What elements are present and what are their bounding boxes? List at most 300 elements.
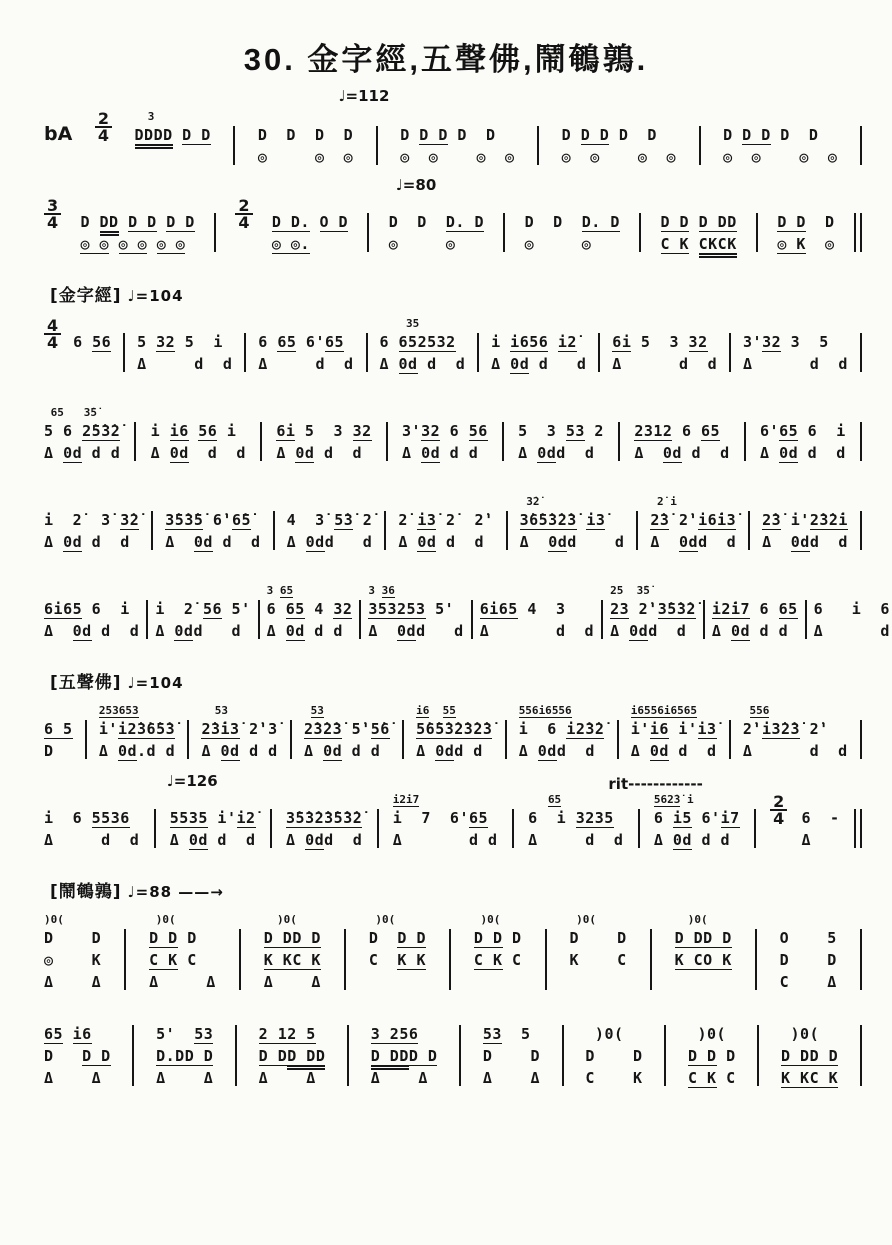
voice-row: Δ 0d.d d xyxy=(98,742,176,760)
ornament-row xyxy=(528,792,623,807)
voice-row: Δ 0d d d xyxy=(169,831,256,849)
section-header xyxy=(50,281,862,306)
measure xyxy=(170,792,256,851)
ornament-row xyxy=(480,583,594,598)
ornament-row: )0( xyxy=(149,913,176,926)
beam-group: 5̇3̇ xyxy=(435,720,455,738)
voice-row: i 6 5536 xyxy=(44,809,130,827)
voice-row: Δ Δ xyxy=(258,1069,316,1087)
music-system xyxy=(44,1023,862,1089)
voice-row: Δ Δ xyxy=(44,1069,102,1087)
ornament-row: 3 xyxy=(134,110,155,123)
music-system xyxy=(44,494,862,553)
voice-row: 2̇3̇ i'2̇3̇2̇i xyxy=(762,511,848,529)
barline xyxy=(376,126,378,165)
beam-group: D D xyxy=(473,929,503,947)
barline xyxy=(239,929,241,990)
beam-group: 0d xyxy=(295,444,315,462)
measures-row xyxy=(44,405,862,464)
voice-row: Δ 0d d d xyxy=(653,831,731,849)
ornament-row: 562̇3̇ i xyxy=(653,793,694,806)
beam-group: 23 xyxy=(610,600,630,618)
voice-row: Δ 0d d d xyxy=(760,444,846,462)
beam-group: i6̇ xyxy=(698,511,718,529)
beam-group: D D xyxy=(419,126,448,144)
beam-group: ◎ K xyxy=(777,235,806,253)
ornament-row: )0( xyxy=(569,913,596,926)
ornament-row xyxy=(73,316,111,331)
voice-row: D D D. D xyxy=(524,213,620,231)
measure xyxy=(491,316,586,375)
measure xyxy=(201,703,277,762)
beam-group: D D xyxy=(777,213,806,231)
double-beam-group: D DD xyxy=(287,1047,325,1070)
ornament-row xyxy=(400,109,514,124)
music-system xyxy=(44,405,862,464)
beam-group: 3̇6̇ xyxy=(519,511,539,529)
voice-row: D D D D xyxy=(257,126,354,144)
beam-group: 0d xyxy=(548,533,568,551)
beam-group: 65 xyxy=(469,809,489,827)
tempo-mark: ♩=104 xyxy=(127,287,184,305)
voice-row: Δ 0dd d xyxy=(416,742,483,760)
voice-row: Δ 0d d d xyxy=(402,444,479,462)
section-header xyxy=(50,668,862,693)
barline xyxy=(562,1025,564,1086)
beam-group: 556 xyxy=(644,704,664,717)
beam-group: 0d xyxy=(649,742,669,760)
measure xyxy=(151,405,246,464)
measure xyxy=(480,583,594,642)
measure xyxy=(44,494,139,553)
beam-group: 2 5 xyxy=(287,1025,316,1043)
ornament-row: 3̇2̇ xyxy=(519,495,540,508)
ornament-row xyxy=(44,703,73,718)
voice-row: i'i2̇3̇6̇5̇3̇ xyxy=(98,720,176,738)
beam-group: 2̇5̇ xyxy=(82,422,102,440)
beam-group: ◎ ◎. xyxy=(271,235,310,253)
beam-group: 0d xyxy=(63,533,83,551)
voice-row xyxy=(264,927,321,949)
beam-group: 65 xyxy=(44,1025,64,1043)
voice-row: Δ Δ xyxy=(156,1069,214,1087)
beam-group: 0d xyxy=(305,831,325,849)
ornament-row: )0( xyxy=(674,913,708,926)
ornament-row xyxy=(398,494,493,509)
voice-row: 6 65 6'65 xyxy=(258,333,345,351)
measure xyxy=(258,109,353,168)
beam-group: 0d xyxy=(174,622,194,640)
beam-group: 5̇3̇ xyxy=(156,720,176,738)
beam-group: 3̇5̇ xyxy=(184,511,204,529)
beam-group: D D xyxy=(182,126,211,144)
beam-group: 0d xyxy=(662,444,682,462)
beam-group: D D xyxy=(408,1047,438,1065)
voice-row: Δ 0dd d xyxy=(286,831,363,849)
measures-row xyxy=(44,912,862,993)
tempo-annotation: ♩=126 xyxy=(166,772,218,790)
voice-row: D DD D D D D xyxy=(80,211,194,233)
voice-row: D D xyxy=(585,1047,643,1065)
measure xyxy=(398,494,493,553)
measure xyxy=(165,494,260,553)
beam-group: 2̇3̇ xyxy=(667,793,681,806)
beam-group: 0d xyxy=(397,622,417,640)
beam-group: 0d xyxy=(63,444,83,462)
final-barline xyxy=(854,213,862,252)
measure xyxy=(723,109,837,168)
double-beam-group: D DD xyxy=(371,1047,409,1070)
voice-row: 2312 6 65 xyxy=(634,422,721,440)
voice-row: Δ 0d d d xyxy=(276,444,363,462)
voice-row: Δ 0dd d xyxy=(155,622,242,640)
beam-group: 0d xyxy=(285,622,305,640)
ornament-row xyxy=(743,316,848,331)
beam-group: 55 xyxy=(169,809,189,827)
beam-group: 0d xyxy=(779,444,799,462)
beam-group: 2̇3̇ xyxy=(323,720,343,738)
barline xyxy=(366,333,368,372)
beam-group: O K xyxy=(703,951,732,969)
ornament-row xyxy=(631,703,717,718)
ornament-row xyxy=(44,583,139,598)
voice-row xyxy=(675,949,732,971)
measure xyxy=(44,1023,111,1089)
voice-row: Δ 0d d d xyxy=(44,444,121,462)
beam-group: D. D xyxy=(445,213,484,231)
barline xyxy=(290,720,292,759)
time-sig-numerator: 2 xyxy=(95,111,112,128)
barline xyxy=(347,1025,349,1086)
music-system xyxy=(44,772,862,851)
voice-row: 3̇5̇3̇5̇ 6̇'6̇5̇ xyxy=(165,511,252,529)
voice-row: i i6 56 i xyxy=(150,422,237,440)
beam-group: 0d xyxy=(305,533,325,551)
beam-group: 0d xyxy=(421,444,441,462)
double-beam-group: CKCK xyxy=(699,235,737,258)
voice-row: )0( xyxy=(781,1025,820,1043)
voice-row: 2̇3̇2̇3̇ 5̇'5̇6̇ xyxy=(304,720,390,738)
voice-row: C K C xyxy=(687,1069,736,1087)
ornament-row: 3 36 xyxy=(368,584,395,597)
time-sig-denominator: 4 xyxy=(773,809,785,828)
beam-group: 5̇3̇ xyxy=(334,511,354,529)
beam-group: 53 xyxy=(565,422,585,440)
beam-group: O D xyxy=(319,213,349,231)
ornament-row xyxy=(99,703,175,718)
ornament-row xyxy=(743,703,848,718)
barline xyxy=(187,720,189,759)
beam-group: C K xyxy=(660,235,690,253)
voice-row: Δ 0dd d xyxy=(368,622,464,640)
beam-group: 0d xyxy=(537,444,557,462)
beam-group: K K xyxy=(263,951,293,969)
beam-group: 56 xyxy=(529,333,549,351)
beam-group: 3̇5̇ xyxy=(165,511,185,529)
ornament-row: )0( xyxy=(473,913,501,926)
beam-group: 3̇2̇ xyxy=(585,720,605,738)
voice-row: 3'32 3 5 xyxy=(743,333,829,351)
beam-group: i6 xyxy=(169,422,189,440)
barline xyxy=(270,809,272,848)
barline xyxy=(134,422,136,461)
voice-row xyxy=(272,211,348,233)
beam-group: 6i xyxy=(612,333,632,351)
beam-group: 32 xyxy=(762,333,782,351)
barline xyxy=(233,126,235,165)
beam-group: 0d xyxy=(510,355,530,373)
voice-row: )0( xyxy=(585,1025,624,1043)
key-signature: bA xyxy=(44,123,73,145)
beam-group: i6 xyxy=(72,1025,92,1043)
final-barline xyxy=(854,809,862,848)
beam-group: i2̇ xyxy=(117,720,138,738)
voice-row: K C xyxy=(569,951,627,969)
voice-row xyxy=(661,233,737,255)
measure xyxy=(525,211,620,255)
ornament-row: )0( xyxy=(44,913,64,926)
beam-group: 3̇2̇ xyxy=(343,809,363,827)
ornament-row: 2̇ i xyxy=(650,495,677,508)
voice-row: D D D xyxy=(473,929,522,947)
music-system xyxy=(44,583,890,642)
beam-group: 53 xyxy=(125,704,139,717)
barline xyxy=(618,422,620,461)
beam-group: i7 xyxy=(720,809,740,827)
beam-group: D D xyxy=(128,213,157,231)
voice-row: 5 3 53 2 xyxy=(518,422,604,440)
voice-row: 2̇3̇i3̇ 2̇'3̇ xyxy=(201,720,278,738)
beam-group: 3 2 xyxy=(370,1025,400,1043)
voice-row: D D D D D xyxy=(400,126,496,144)
barline xyxy=(729,720,731,759)
final-barline xyxy=(860,333,862,372)
beam-group: 2̇3̇ xyxy=(473,720,493,738)
beam-group: 55 xyxy=(442,704,456,717)
time-sig-denominator: 4 xyxy=(47,213,59,232)
voice-row: Δ 0d d d xyxy=(44,622,140,640)
beam-group: C K xyxy=(292,951,321,969)
time-sig-denominator: 4 xyxy=(238,213,250,232)
final-barline xyxy=(860,929,862,990)
measure xyxy=(287,494,373,553)
sheet-music xyxy=(44,87,890,1089)
voice-row: 5 32 5 i xyxy=(137,333,223,351)
barline xyxy=(754,809,756,848)
voice-row: i'i6 i'i3̇ xyxy=(630,720,717,738)
measure xyxy=(610,583,696,642)
beam-group: i5 xyxy=(672,809,692,827)
measures-row xyxy=(44,703,862,762)
beam-group: 32 xyxy=(352,422,372,440)
measure xyxy=(369,912,426,993)
beam-group: 65 xyxy=(63,600,83,618)
voice-row: D D D xyxy=(368,929,426,947)
measures-row xyxy=(44,792,862,851)
barline xyxy=(703,600,705,639)
barline xyxy=(805,600,807,639)
section-label: [鬧鵪鶉] xyxy=(50,882,122,902)
beam-group: 3̇2̇ xyxy=(305,809,325,827)
barline xyxy=(386,422,388,461)
time-sig-numerator: 2 xyxy=(770,794,787,811)
beam-group: 55 xyxy=(91,809,111,827)
measure xyxy=(743,316,848,375)
beam-group: 3̇2̇ xyxy=(120,511,140,529)
voice-row: Δ Δ xyxy=(482,1069,541,1087)
voice-row: 6 652532 xyxy=(379,333,456,351)
beam-group: 53 xyxy=(310,704,324,717)
measures-row xyxy=(44,198,862,255)
barline xyxy=(537,126,539,165)
voice-row: i 2̇ 56 5' xyxy=(155,600,251,618)
ornament-row xyxy=(518,405,604,420)
beam-group: 2̇3̇ xyxy=(781,720,801,738)
voice-row: Δ 0d d d xyxy=(398,533,485,551)
beam-group: 0d xyxy=(220,742,240,760)
voice-row: i2̇i7 6 65 xyxy=(711,600,798,618)
beam-group: 25 xyxy=(417,333,437,351)
voice-row: D D D D D xyxy=(561,126,657,144)
voice-row xyxy=(264,949,321,971)
beam-group: 6 5 xyxy=(44,720,73,738)
beam-group: 0d xyxy=(117,742,138,760)
measures-row xyxy=(44,583,890,642)
voice-row: D D D xyxy=(687,1047,736,1065)
ornament-row xyxy=(165,494,260,509)
beam-group: ◎ ◎ xyxy=(118,235,148,253)
beam-group: D D xyxy=(580,126,610,144)
barline xyxy=(744,422,746,461)
beam-group: D D xyxy=(781,1047,810,1065)
barline xyxy=(244,333,246,372)
beam-group: i6 xyxy=(663,704,678,717)
music-system xyxy=(44,176,862,255)
voice-row: i i656 i2̇ xyxy=(491,333,577,351)
beam-group: i3̇ xyxy=(761,720,781,738)
final-barline xyxy=(860,422,862,461)
voice-row: C K K xyxy=(368,951,426,969)
barline xyxy=(601,600,603,639)
beam-group: D D xyxy=(82,1047,111,1065)
measure xyxy=(661,211,737,255)
measure xyxy=(762,494,848,553)
measure xyxy=(267,583,353,642)
voice-row: ◎ K xyxy=(44,951,102,969)
beam-group: i3̇ xyxy=(717,511,737,529)
voice-row: i 7 6'65 xyxy=(392,809,489,827)
voice-row xyxy=(44,1023,111,1045)
barline xyxy=(755,929,757,990)
voice-row xyxy=(272,233,348,255)
beam-group: 53 xyxy=(482,1025,502,1043)
beam-group: 2̇3̇ xyxy=(201,720,221,738)
voice-row: Δ 0d d d xyxy=(634,444,730,462)
voice-row xyxy=(474,971,522,993)
beam-group: 65 xyxy=(285,600,305,618)
voice-row: Δ Δ xyxy=(263,973,321,991)
voice-row: 6i 5 3 32 xyxy=(612,333,708,351)
beam-group: 56 xyxy=(202,600,223,618)
voice-row: D D D D D xyxy=(723,126,819,144)
voice-row: Δ 0dd d xyxy=(650,533,737,551)
beam-group: D D xyxy=(149,929,178,947)
beam-group: 3̇2̇ xyxy=(101,422,121,440)
ornament-row xyxy=(170,792,256,807)
beam-group: 2̇3̇ xyxy=(762,511,782,529)
beam-group: ◎ ◎ xyxy=(80,235,110,253)
measure xyxy=(519,703,605,762)
beam-group: 2536 xyxy=(98,704,126,717)
final-barline xyxy=(860,1025,862,1086)
ornament-row xyxy=(416,703,492,718)
barline xyxy=(151,511,153,550)
beam-group: C K xyxy=(809,1069,839,1087)
ornament-row xyxy=(276,405,371,420)
beam-group: 65 xyxy=(277,333,297,351)
beam-group: 32 xyxy=(421,422,441,440)
ornament-row xyxy=(801,792,839,807)
ornament-row xyxy=(762,494,848,509)
voice-row: Δ 0d d d xyxy=(711,622,789,640)
barline xyxy=(258,600,260,639)
beam-group: i2̇ xyxy=(711,600,731,618)
measure xyxy=(135,109,211,168)
beam-group: i3̇ xyxy=(417,511,437,529)
voice-row: 5 6 2̇5̇3̇2̇ xyxy=(44,422,121,440)
beam-group: C K xyxy=(149,951,178,969)
ornament-row xyxy=(562,109,676,124)
voice-row: C K C xyxy=(149,951,197,969)
beam-group: i2̇ xyxy=(557,333,577,351)
voice-row: Δ Δ xyxy=(370,1069,428,1087)
beam-group: 65 xyxy=(324,333,345,351)
measure xyxy=(379,316,465,375)
beam-group: 56 xyxy=(399,1025,419,1043)
beam-group: D D xyxy=(166,213,195,231)
ornament-row: 3 65 xyxy=(266,584,294,597)
beam-group: 0d xyxy=(323,742,343,760)
beam-group: 3̇2̇ xyxy=(676,600,696,618)
voice-row xyxy=(44,718,73,740)
voice-row: Δ 0d d d xyxy=(44,533,130,551)
barline xyxy=(502,422,504,461)
ornament-row xyxy=(814,583,890,598)
beam-group: 32 xyxy=(688,333,708,351)
voice-row xyxy=(661,211,737,233)
tempo-mark: ♩=104 xyxy=(127,674,184,692)
measure xyxy=(780,912,837,993)
beam-group: 3̇6̇ xyxy=(137,720,157,738)
ornament-row xyxy=(402,405,488,420)
voice-row: Δ d d xyxy=(612,355,718,373)
beam-group: D D xyxy=(263,929,293,947)
barline xyxy=(146,600,148,639)
voice-row: i 6 i2̇3̇2̇ xyxy=(518,720,605,738)
voice-row: ◎ ◎ ◎ xyxy=(257,148,354,166)
voice-row: Δ 0dd d xyxy=(519,533,625,551)
beam-group: i6 xyxy=(538,704,552,717)
time-sig-numerator: 2 xyxy=(235,198,252,215)
beam-group: 32 xyxy=(575,809,595,827)
beam-group: 6i xyxy=(276,422,296,440)
beam-group: i6 xyxy=(630,704,645,717)
beam-group: D DD xyxy=(698,213,737,231)
ornament-row xyxy=(137,316,232,331)
ornament-row: 53 xyxy=(201,704,228,717)
ornament-row xyxy=(491,316,586,331)
measure xyxy=(528,792,623,851)
